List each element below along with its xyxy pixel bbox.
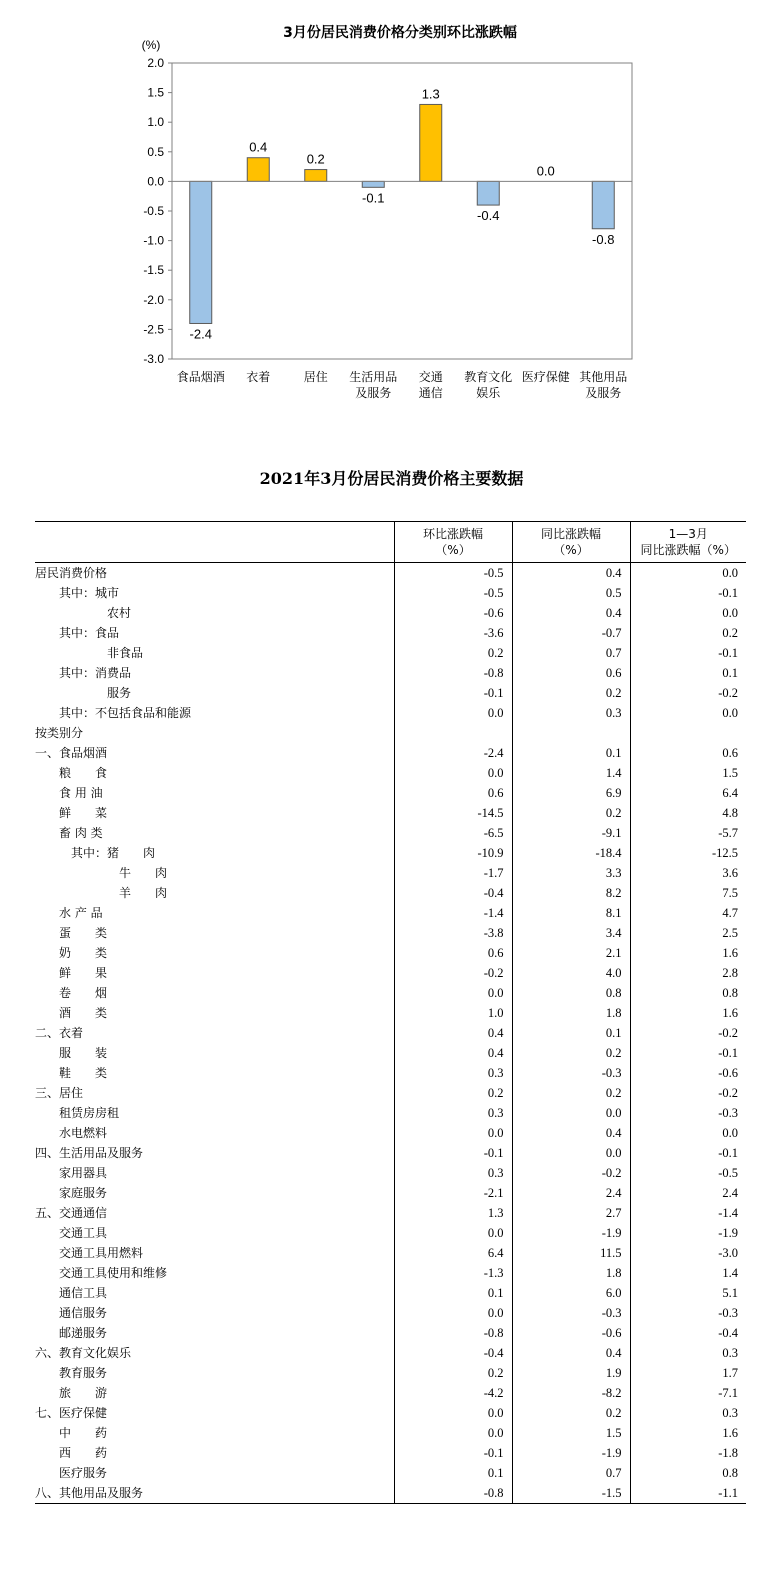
- cell-mom: -0.8: [394, 663, 512, 683]
- cell-mom: 0.1: [394, 1463, 512, 1483]
- data-label: -0.8: [592, 231, 615, 247]
- row-label: 食 用 油: [35, 786, 103, 800]
- cell-ytd: 0.8: [630, 1463, 746, 1483]
- table-row: [35, 563, 746, 584]
- header-yoy: [512, 522, 630, 563]
- row-label: 鞋 类: [35, 1066, 108, 1080]
- table-row: [35, 883, 746, 903]
- row-label: 医疗服务: [35, 1466, 108, 1480]
- row-label: 非食品: [35, 646, 144, 660]
- table-row: [35, 1483, 746, 1504]
- cell-mom: -0.8: [394, 1323, 512, 1343]
- cell-yoy: -8.2: [512, 1383, 630, 1403]
- table-row: [35, 723, 746, 743]
- row-label: 交通工具用燃料: [35, 1246, 144, 1260]
- row-label: 西 药: [35, 1446, 108, 1460]
- cell-mom: 0.0: [394, 983, 512, 1003]
- cell-ytd: -0.2: [630, 1023, 746, 1043]
- cell-mom: -1.7: [394, 863, 512, 883]
- category-label: 及服务: [355, 386, 392, 400]
- table-row: [35, 1063, 746, 1083]
- row-label: 牛 肉: [35, 866, 168, 880]
- bar: [592, 181, 614, 228]
- cell-yoy: -0.7: [512, 623, 630, 643]
- header-yoy-line2: （%）: [553, 543, 589, 557]
- header-ytd: [630, 522, 746, 563]
- data-label: 0.2: [306, 151, 325, 167]
- cell-mom: -0.6: [394, 603, 512, 623]
- bar: [477, 181, 499, 205]
- cell-yoy: 0.4: [512, 1123, 630, 1143]
- table-row: [35, 1443, 746, 1463]
- table-row: [35, 803, 746, 823]
- row-label: 服务: [35, 686, 132, 700]
- cell-yoy: 0.7: [512, 643, 630, 663]
- cell-mom: -0.4: [394, 883, 512, 903]
- row-label: 家庭服务: [35, 1186, 108, 1200]
- cell-yoy: 0.2: [512, 1043, 630, 1063]
- row-label: 租赁房房租: [35, 1106, 120, 1120]
- cell-mom: -0.4: [394, 1343, 512, 1363]
- row-label: 交通工具: [35, 1226, 108, 1240]
- cell-yoy: -0.3: [512, 1303, 630, 1323]
- category-label: 通信: [418, 386, 443, 400]
- cell-yoy: 0.2: [512, 803, 630, 823]
- cell-ytd: 0.8: [630, 983, 746, 1003]
- row-label: 交通工具使用和维修: [35, 1266, 168, 1280]
- row-label: 旅 游: [35, 1386, 108, 1400]
- cell-ytd: 2.8: [630, 963, 746, 983]
- table-row: [35, 763, 746, 783]
- row-label: 六、教育文化娱乐: [35, 1346, 132, 1360]
- cell-mom: 0.0: [394, 703, 512, 723]
- cell-ytd: 0.0: [630, 563, 746, 584]
- cell-mom: 6.4: [394, 1243, 512, 1263]
- cell-yoy: 3.3: [512, 863, 630, 883]
- table-row: [35, 1163, 746, 1183]
- table-row: [35, 1203, 746, 1223]
- table-row: [35, 1083, 746, 1103]
- cell-ytd: 0.0: [630, 603, 746, 623]
- y-tick-label: -1.0: [143, 233, 164, 248]
- y-tick-label: -1.5: [143, 263, 164, 278]
- cell-yoy: 0.2: [512, 1083, 630, 1103]
- cell-ytd: 2.5: [630, 923, 746, 943]
- cell-ytd: -1.8: [630, 1443, 746, 1463]
- table-row: [35, 1183, 746, 1203]
- table-row: [35, 643, 746, 663]
- row-label: 八、其他用品及服务: [35, 1486, 144, 1500]
- category-label: 衣着: [246, 370, 271, 384]
- cell-ytd: 1.7: [630, 1363, 746, 1383]
- y-tick-label: 1.5: [147, 85, 164, 100]
- row-label: 农村: [35, 606, 132, 620]
- cell-yoy: -1.9: [512, 1223, 630, 1243]
- category-label: 医疗保健: [521, 370, 570, 384]
- row-label: 其中：不包括食品和能源: [35, 706, 192, 720]
- bar-chart: [0, 0, 783, 430]
- cell-ytd: 1.6: [630, 943, 746, 963]
- cell-mom: 0.0: [394, 1403, 512, 1423]
- cell-mom: -0.2: [394, 963, 512, 983]
- cell-yoy: 6.0: [512, 1283, 630, 1303]
- cell-yoy: 6.9: [512, 783, 630, 803]
- cell-yoy: 0.0: [512, 1103, 630, 1123]
- table-row: [35, 583, 746, 603]
- cell-mom: 1.0: [394, 1003, 512, 1023]
- cell-yoy: 1.8: [512, 1263, 630, 1283]
- cell-ytd: 0.3: [630, 1343, 746, 1363]
- cell-yoy: 3.4: [512, 923, 630, 943]
- category-label: 其他用品: [579, 370, 628, 384]
- cell-ytd: 4.8: [630, 803, 746, 823]
- table-row: [35, 1243, 746, 1263]
- table-row: [35, 1003, 746, 1023]
- row-label: 家用器具: [35, 1166, 108, 1180]
- cell-ytd: 0.6: [630, 743, 746, 763]
- y-tick-label: 0.5: [147, 144, 164, 159]
- cell-mom: 0.2: [394, 1083, 512, 1103]
- cell-yoy: 0.3: [512, 703, 630, 723]
- table-row: [35, 963, 746, 983]
- cell-ytd: 1.5: [630, 763, 746, 783]
- table-row: [35, 703, 746, 723]
- cell-ytd: -12.5: [630, 843, 746, 863]
- cell-ytd: -0.1: [630, 1043, 746, 1063]
- cell-mom: -0.1: [394, 1143, 512, 1163]
- category-labels: [177, 369, 628, 400]
- plot-area: [172, 63, 632, 359]
- category-label: 娱乐: [476, 386, 501, 400]
- cell-ytd: 6.4: [630, 783, 746, 803]
- table-row: [35, 1223, 746, 1243]
- cell-yoy: 2.1: [512, 943, 630, 963]
- cell-mom: 0.0: [394, 1303, 512, 1323]
- cell-mom: -14.5: [394, 803, 512, 823]
- header-mom: [394, 522, 512, 563]
- row-label: 居民消费价格: [35, 566, 108, 580]
- table-row: [35, 683, 746, 703]
- row-label: 鲜 菜: [35, 806, 108, 820]
- cell-yoy: -1.5: [512, 1483, 630, 1504]
- cell-yoy: 0.2: [512, 683, 630, 703]
- cell-yoy: 0.0: [512, 1143, 630, 1163]
- cell-ytd: -0.1: [630, 583, 746, 603]
- header-item: [35, 522, 394, 563]
- cell-yoy: 0.1: [512, 743, 630, 763]
- category-label: 教育文化: [464, 370, 513, 384]
- data-label: -0.4: [477, 208, 500, 224]
- cell-yoy: -0.3: [512, 1063, 630, 1083]
- table-row: [35, 1123, 746, 1143]
- cell-ytd: 0.2: [630, 623, 746, 643]
- header-mom-line2: （%）: [435, 543, 471, 557]
- table-row: [35, 663, 746, 683]
- cell-mom: -3.6: [394, 623, 512, 643]
- cell-yoy: 8.1: [512, 903, 630, 923]
- cell-yoy: 0.7: [512, 1463, 630, 1483]
- data-label: 0.4: [249, 139, 268, 155]
- category-label: 食品烟酒: [176, 370, 225, 384]
- table-row: [35, 983, 746, 1003]
- cell-ytd: -1.1: [630, 1483, 746, 1504]
- cell-mom: -6.5: [394, 823, 512, 843]
- category-label: 及服务: [585, 386, 622, 400]
- cell-yoy: [512, 723, 630, 743]
- cell-mom: 0.0: [394, 1223, 512, 1243]
- table-row: [35, 1043, 746, 1063]
- cell-mom: -0.1: [394, 1443, 512, 1463]
- cell-mom: -0.5: [394, 563, 512, 584]
- row-label: 酒 类: [35, 1006, 108, 1020]
- data-label: -0.1: [362, 190, 385, 206]
- bar: [420, 104, 442, 181]
- header-mom-line1: 环比涨跌幅: [422, 527, 483, 541]
- table-row: [35, 1103, 746, 1123]
- table-row: [35, 1463, 746, 1483]
- row-label: 水电燃料: [35, 1126, 108, 1140]
- cell-yoy: 0.6: [512, 663, 630, 683]
- cell-ytd: 2.4: [630, 1183, 746, 1203]
- row-label: 邮递服务: [35, 1326, 108, 1340]
- cell-ytd: 1.6: [630, 1423, 746, 1443]
- cell-mom: 0.4: [394, 1023, 512, 1043]
- cell-yoy: -18.4: [512, 843, 630, 863]
- table-row: [35, 1423, 746, 1443]
- cell-mom: -2.1: [394, 1183, 512, 1203]
- cell-yoy: 0.4: [512, 1343, 630, 1363]
- cell-yoy: 0.1: [512, 1023, 630, 1043]
- data-label: -2.4: [189, 326, 212, 342]
- bar: [190, 181, 212, 323]
- row-label: 四、生活用品及服务: [35, 1146, 144, 1160]
- cell-yoy: -9.1: [512, 823, 630, 843]
- row-label: 卷 烟: [35, 986, 108, 1000]
- table-row: [35, 1283, 746, 1303]
- table-row: [35, 603, 746, 623]
- table-row: [35, 1323, 746, 1343]
- cell-yoy: 0.8: [512, 983, 630, 1003]
- category-label: 交通: [418, 370, 443, 384]
- table-row: [35, 1143, 746, 1163]
- table-row: [35, 623, 746, 643]
- cell-ytd: -1.4: [630, 1203, 746, 1223]
- y-tick-label: -2.5: [143, 322, 164, 337]
- y-tick-label: -2.0: [143, 292, 164, 307]
- row-label: 鲜 果: [35, 966, 108, 980]
- cell-mom: 0.4: [394, 1043, 512, 1063]
- cell-ytd: 5.1: [630, 1283, 746, 1303]
- cell-mom: -2.4: [394, 743, 512, 763]
- cell-mom: 1.3: [394, 1203, 512, 1223]
- table-row: [35, 903, 746, 923]
- category-label: 居住: [303, 370, 328, 384]
- cell-mom: 0.6: [394, 783, 512, 803]
- cell-mom: -10.9: [394, 843, 512, 863]
- table-row: [35, 1403, 746, 1423]
- cell-mom: 0.0: [394, 763, 512, 783]
- row-label: 其中：城市: [35, 586, 120, 600]
- cell-ytd: -7.1: [630, 1383, 746, 1403]
- cell-ytd: [630, 723, 746, 743]
- y-tick-label: 2.0: [147, 56, 164, 70]
- cell-ytd: -5.7: [630, 823, 746, 843]
- header-yoy-line1: 同比涨跌幅: [540, 527, 601, 541]
- cell-mom: -3.8: [394, 923, 512, 943]
- cell-ytd: 0.0: [630, 703, 746, 723]
- cell-ytd: 1.4: [630, 1263, 746, 1283]
- cell-ytd: -0.5: [630, 1163, 746, 1183]
- cell-ytd: -0.3: [630, 1103, 746, 1123]
- row-label: 中 药: [35, 1426, 108, 1440]
- cell-yoy: 1.5: [512, 1423, 630, 1443]
- cell-yoy: 0.5: [512, 583, 630, 603]
- cell-ytd: -0.2: [630, 683, 746, 703]
- cell-yoy: 2.7: [512, 1203, 630, 1223]
- row-label: 水 产 品: [35, 906, 103, 920]
- table-title: 2021年3月份居民消费价格主要数据: [259, 469, 524, 488]
- cell-ytd: -0.4: [630, 1323, 746, 1343]
- row-label: 羊 肉: [35, 886, 168, 900]
- y-tick-label: -0.5: [143, 204, 164, 218]
- table-row: [35, 1363, 746, 1383]
- cell-yoy: 8.2: [512, 883, 630, 903]
- cell-mom: 0.6: [394, 943, 512, 963]
- cell-yoy: 1.4: [512, 763, 630, 783]
- table-body: [35, 563, 746, 1504]
- cell-mom: -1.4: [394, 903, 512, 923]
- cell-yoy: 4.0: [512, 963, 630, 983]
- cell-ytd: 0.0: [630, 1123, 746, 1143]
- y-axis-unit: (%): [141, 38, 161, 52]
- data-label: 1.3: [421, 86, 440, 102]
- chart-title: 3月份居民消费价格分类别环比涨跌幅: [283, 25, 517, 41]
- cell-mom: -0.5: [394, 583, 512, 603]
- cell-mom: -4.2: [394, 1383, 512, 1403]
- cell-mom: 0.3: [394, 1063, 512, 1083]
- cell-ytd: -0.2: [630, 1083, 746, 1103]
- value-labels: [190, 86, 615, 341]
- bars: [190, 104, 615, 323]
- bar: [362, 181, 384, 187]
- cell-ytd: 0.3: [630, 1403, 746, 1423]
- y-tick-label: -3.0: [143, 352, 164, 366]
- row-label: 蛋 类: [35, 926, 108, 940]
- cell-yoy: 0.4: [512, 563, 630, 584]
- cell-mom: -1.3: [394, 1263, 512, 1283]
- cell-ytd: -3.0: [630, 1243, 746, 1263]
- bar: [247, 158, 269, 182]
- row-label: 其中：猪 肉: [35, 846, 156, 860]
- row-label: 三、居住: [35, 1086, 84, 1100]
- row-label: 奶 类: [35, 946, 108, 960]
- cell-yoy: 0.2: [512, 1403, 630, 1423]
- cell-ytd: -0.6: [630, 1063, 746, 1083]
- table-row: [35, 743, 746, 763]
- cell-mom: [394, 723, 512, 743]
- row-label: 通信工具: [35, 1286, 108, 1300]
- cell-yoy: -1.9: [512, 1443, 630, 1463]
- cell-mom: 0.3: [394, 1163, 512, 1183]
- cell-ytd: -1.9: [630, 1223, 746, 1243]
- cell-ytd: 4.7: [630, 903, 746, 923]
- cell-mom: 0.1: [394, 1283, 512, 1303]
- header-ytd-line2: 同比涨跌幅（%）: [640, 543, 736, 557]
- cell-ytd: -0.1: [630, 643, 746, 663]
- header-ytd-line1: 1—3月: [668, 527, 708, 541]
- cell-mom: -0.8: [394, 1483, 512, 1504]
- cell-ytd: 3.6: [630, 863, 746, 883]
- row-label: 服 装: [35, 1046, 108, 1060]
- row-label: 七、医疗保健: [35, 1406, 108, 1420]
- table-row: [35, 943, 746, 963]
- cell-yoy: 1.8: [512, 1003, 630, 1023]
- cell-yoy: 0.4: [512, 603, 630, 623]
- cell-yoy: 2.4: [512, 1183, 630, 1203]
- row-label: 教育服务: [35, 1366, 108, 1380]
- table-row: [35, 1343, 746, 1363]
- cell-mom: 0.0: [394, 1423, 512, 1443]
- cell-mom: 0.0: [394, 1123, 512, 1143]
- row-label: 一、食品烟酒: [35, 746, 108, 760]
- category-label: 生活用品: [349, 370, 398, 384]
- cell-mom: 0.2: [394, 1363, 512, 1383]
- data-label: 0.0: [536, 163, 555, 179]
- cell-ytd: -0.1: [630, 1143, 746, 1163]
- row-label: 其中：消费品: [35, 666, 132, 680]
- cell-mom: -0.1: [394, 683, 512, 703]
- cell-mom: 0.3: [394, 1103, 512, 1123]
- row-label: 通信服务: [35, 1306, 108, 1320]
- table-row: [35, 783, 746, 803]
- table-row: [35, 1383, 746, 1403]
- cpi-data-table: [35, 521, 746, 1504]
- y-tick-label: 0.0: [147, 174, 164, 189]
- table-row: [35, 1023, 746, 1043]
- cell-ytd: 1.6: [630, 1003, 746, 1023]
- table-row: [35, 1303, 746, 1323]
- row-label: 五、交通通信: [35, 1206, 108, 1220]
- cell-ytd: 7.5: [630, 883, 746, 903]
- row-label: 二、衣着: [35, 1026, 84, 1040]
- row-label: 其中：食品: [35, 626, 120, 640]
- row-label: 按类别分: [35, 726, 84, 740]
- row-label: 粮 食: [35, 766, 108, 780]
- y-axis-ticks: [143, 56, 172, 366]
- bar: [305, 170, 327, 182]
- table-row: [35, 843, 746, 863]
- table-header-row: [35, 522, 746, 563]
- table-row: [35, 863, 746, 883]
- row-label: 畜 肉 类: [35, 826, 103, 840]
- cell-ytd: -0.3: [630, 1303, 746, 1323]
- y-tick-label: 1.0: [147, 115, 164, 130]
- table-row: [35, 1263, 746, 1283]
- cell-ytd: 0.1: [630, 663, 746, 683]
- cell-mom: 0.2: [394, 643, 512, 663]
- cell-yoy: -0.6: [512, 1323, 630, 1343]
- table-row: [35, 823, 746, 843]
- cell-yoy: -0.2: [512, 1163, 630, 1183]
- cell-yoy: 11.5: [512, 1243, 630, 1263]
- table-row: [35, 923, 746, 943]
- cell-yoy: 1.9: [512, 1363, 630, 1383]
